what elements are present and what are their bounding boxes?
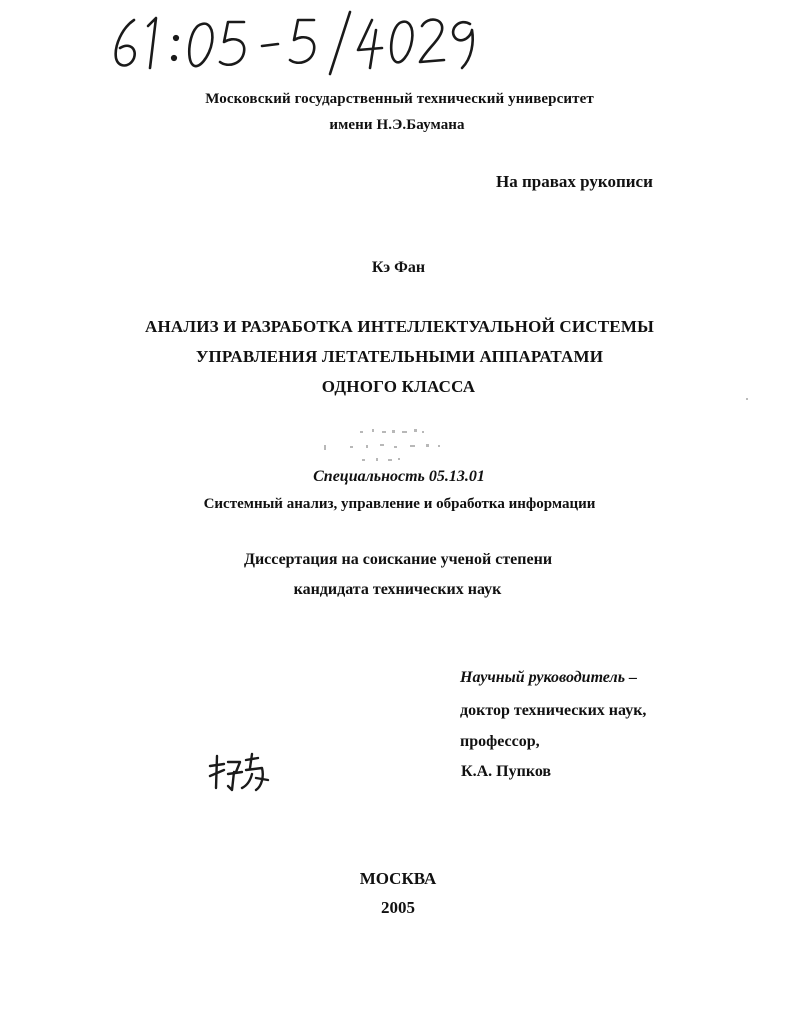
handwritten-signature — [206, 752, 274, 794]
specialty-name: Системный анализ, управление и обработка информации — [203, 496, 596, 512]
author-name: Кэ Фан — [371, 259, 426, 276]
handwritten-registry-code — [104, 6, 484, 78]
city: МОСКВА — [359, 869, 437, 888]
dissertation-title-line3: ОДНОГО КЛАССА — [321, 377, 476, 396]
degree-line1: Диссертация на соискание ученой степени — [243, 551, 553, 568]
university-name-line1: Московский государственный технический университет — [205, 91, 594, 107]
scan-speck — [746, 398, 748, 400]
dissertation-title-line2: УПРАВЛЕНИЯ ЛЕТАТЕЛЬНЫМИ АППАРАТАМИ — [195, 347, 604, 366]
supervisor-degree: доктор технических наук, — [460, 702, 647, 719]
rights-note: На правах рукописи — [496, 172, 653, 191]
supervisor-name: К.А. Пупков — [461, 763, 552, 780]
faded-library-stamp — [322, 425, 452, 470]
supervisor-label: Научный руководитель – — [460, 669, 638, 686]
degree-line2: кандидата технических наук — [293, 581, 502, 598]
specialty-label: Специальность 05.13.01 — [313, 468, 485, 485]
supervisor-rank: профессор, — [460, 733, 540, 750]
year: 2005 — [381, 898, 415, 917]
dissertation-title-line1: АНАЛИЗ И РАЗРАБОТКА ИНТЕЛЛЕКТУАЛЬНОЙ СИСТЕМЫ — [145, 317, 654, 336]
university-name-line2: имени Н.Э.Баумана — [329, 117, 465, 133]
